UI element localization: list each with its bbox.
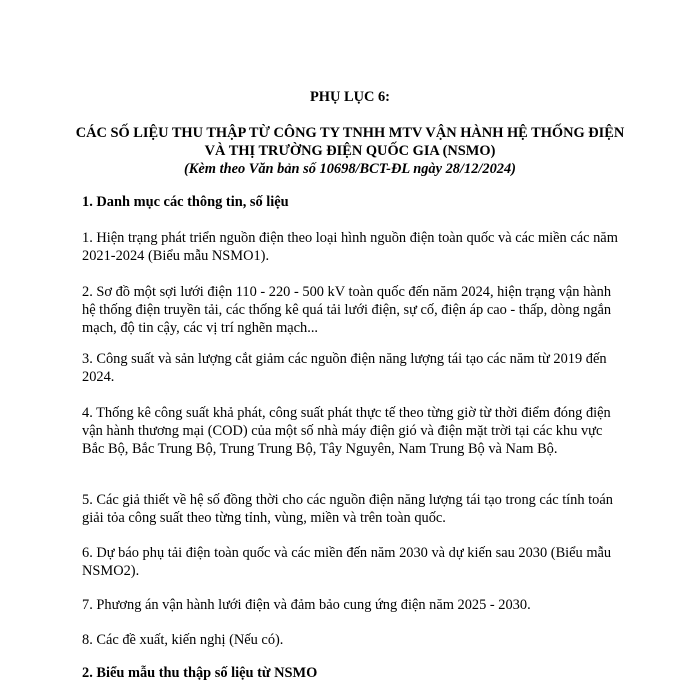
- document-main-title: CÁC SỐ LIỆU THU THẬP TỪ CÔNG TY TNHH MTV VẬN HÀNH HỆ THỐNG ĐIỆN VÀ THỊ TRƯỜNG ĐIỆN QUỐC GIA (NSMO): [75, 125, 625, 159]
- list-item-4: 4. Thống kê công suất khả phát, công suất phát thực tế theo từng giờ từ thời điểm đóng điện vận hành thương mại (COD) của một số nhà máy điện gió và điện mặt trời tại các khu vực Bắc Bộ, Bắc Trung Bộ, Trung Trung Bộ, Tây Nguyên, Nam Trung Bộ và Nam Bộ.: [82, 405, 611, 457]
- list-item-3: 3. Công suất và sản lượng cắt giảm các nguồn điện năng lượng tái tạo các năm từ 2019 đến 2024.: [82, 351, 607, 385]
- section-1-heading: 1. Danh mục các thông tin, số liệu: [82, 194, 289, 210]
- list-item-8: 8. Các đề xuất, kiến nghị (Nếu có).: [82, 632, 284, 648]
- list-item-5: 5. Các giả thiết về hệ số đồng thời cho các nguồn điện năng lượng tái tạo trong các tính toán giải tỏa công suất theo từng tỉnh, vùng, miền và trên toàn quốc.: [82, 492, 613, 526]
- section-2-heading: 2. Biểu mẫu thu thập số liệu từ NSMO: [82, 665, 318, 681]
- list-item-1: 1. Hiện trạng phát triển nguồn điện theo loại hình nguồn điện toàn quốc và các miền các năm 2021-2024 (Biểu mẫu NSMO1).: [82, 230, 618, 264]
- list-item-6: 6. Dự báo phụ tải điện toàn quốc và các miền đến năm 2030 và dự kiến sau 2030 (Biểu mẫu NSMO2).: [82, 545, 612, 579]
- list-item-7: 7. Phương án vận hành lưới điện và đảm bảo cung ứng điện năm 2025 - 2030.: [82, 597, 531, 613]
- list-item-2: 2. Sơ đồ một sợi lưới điện 110 - 220 - 500 kV toàn quốc đến năm 2024, hiện trạng vận hành hệ thống điện truyền tải, các thống kê quá tải lưới điện, sự cố, điện áp cao - thấp, dòng ngắn mạch, độ tin cậy, các vị trí nghẽn mạch...: [82, 284, 612, 336]
- document-subtitle: (Kèm theo Văn bản số 10698/BCT-ĐL ngày 28/12/2024): [184, 161, 516, 177]
- appendix-title: PHỤ LỤC 6:: [310, 89, 390, 105]
